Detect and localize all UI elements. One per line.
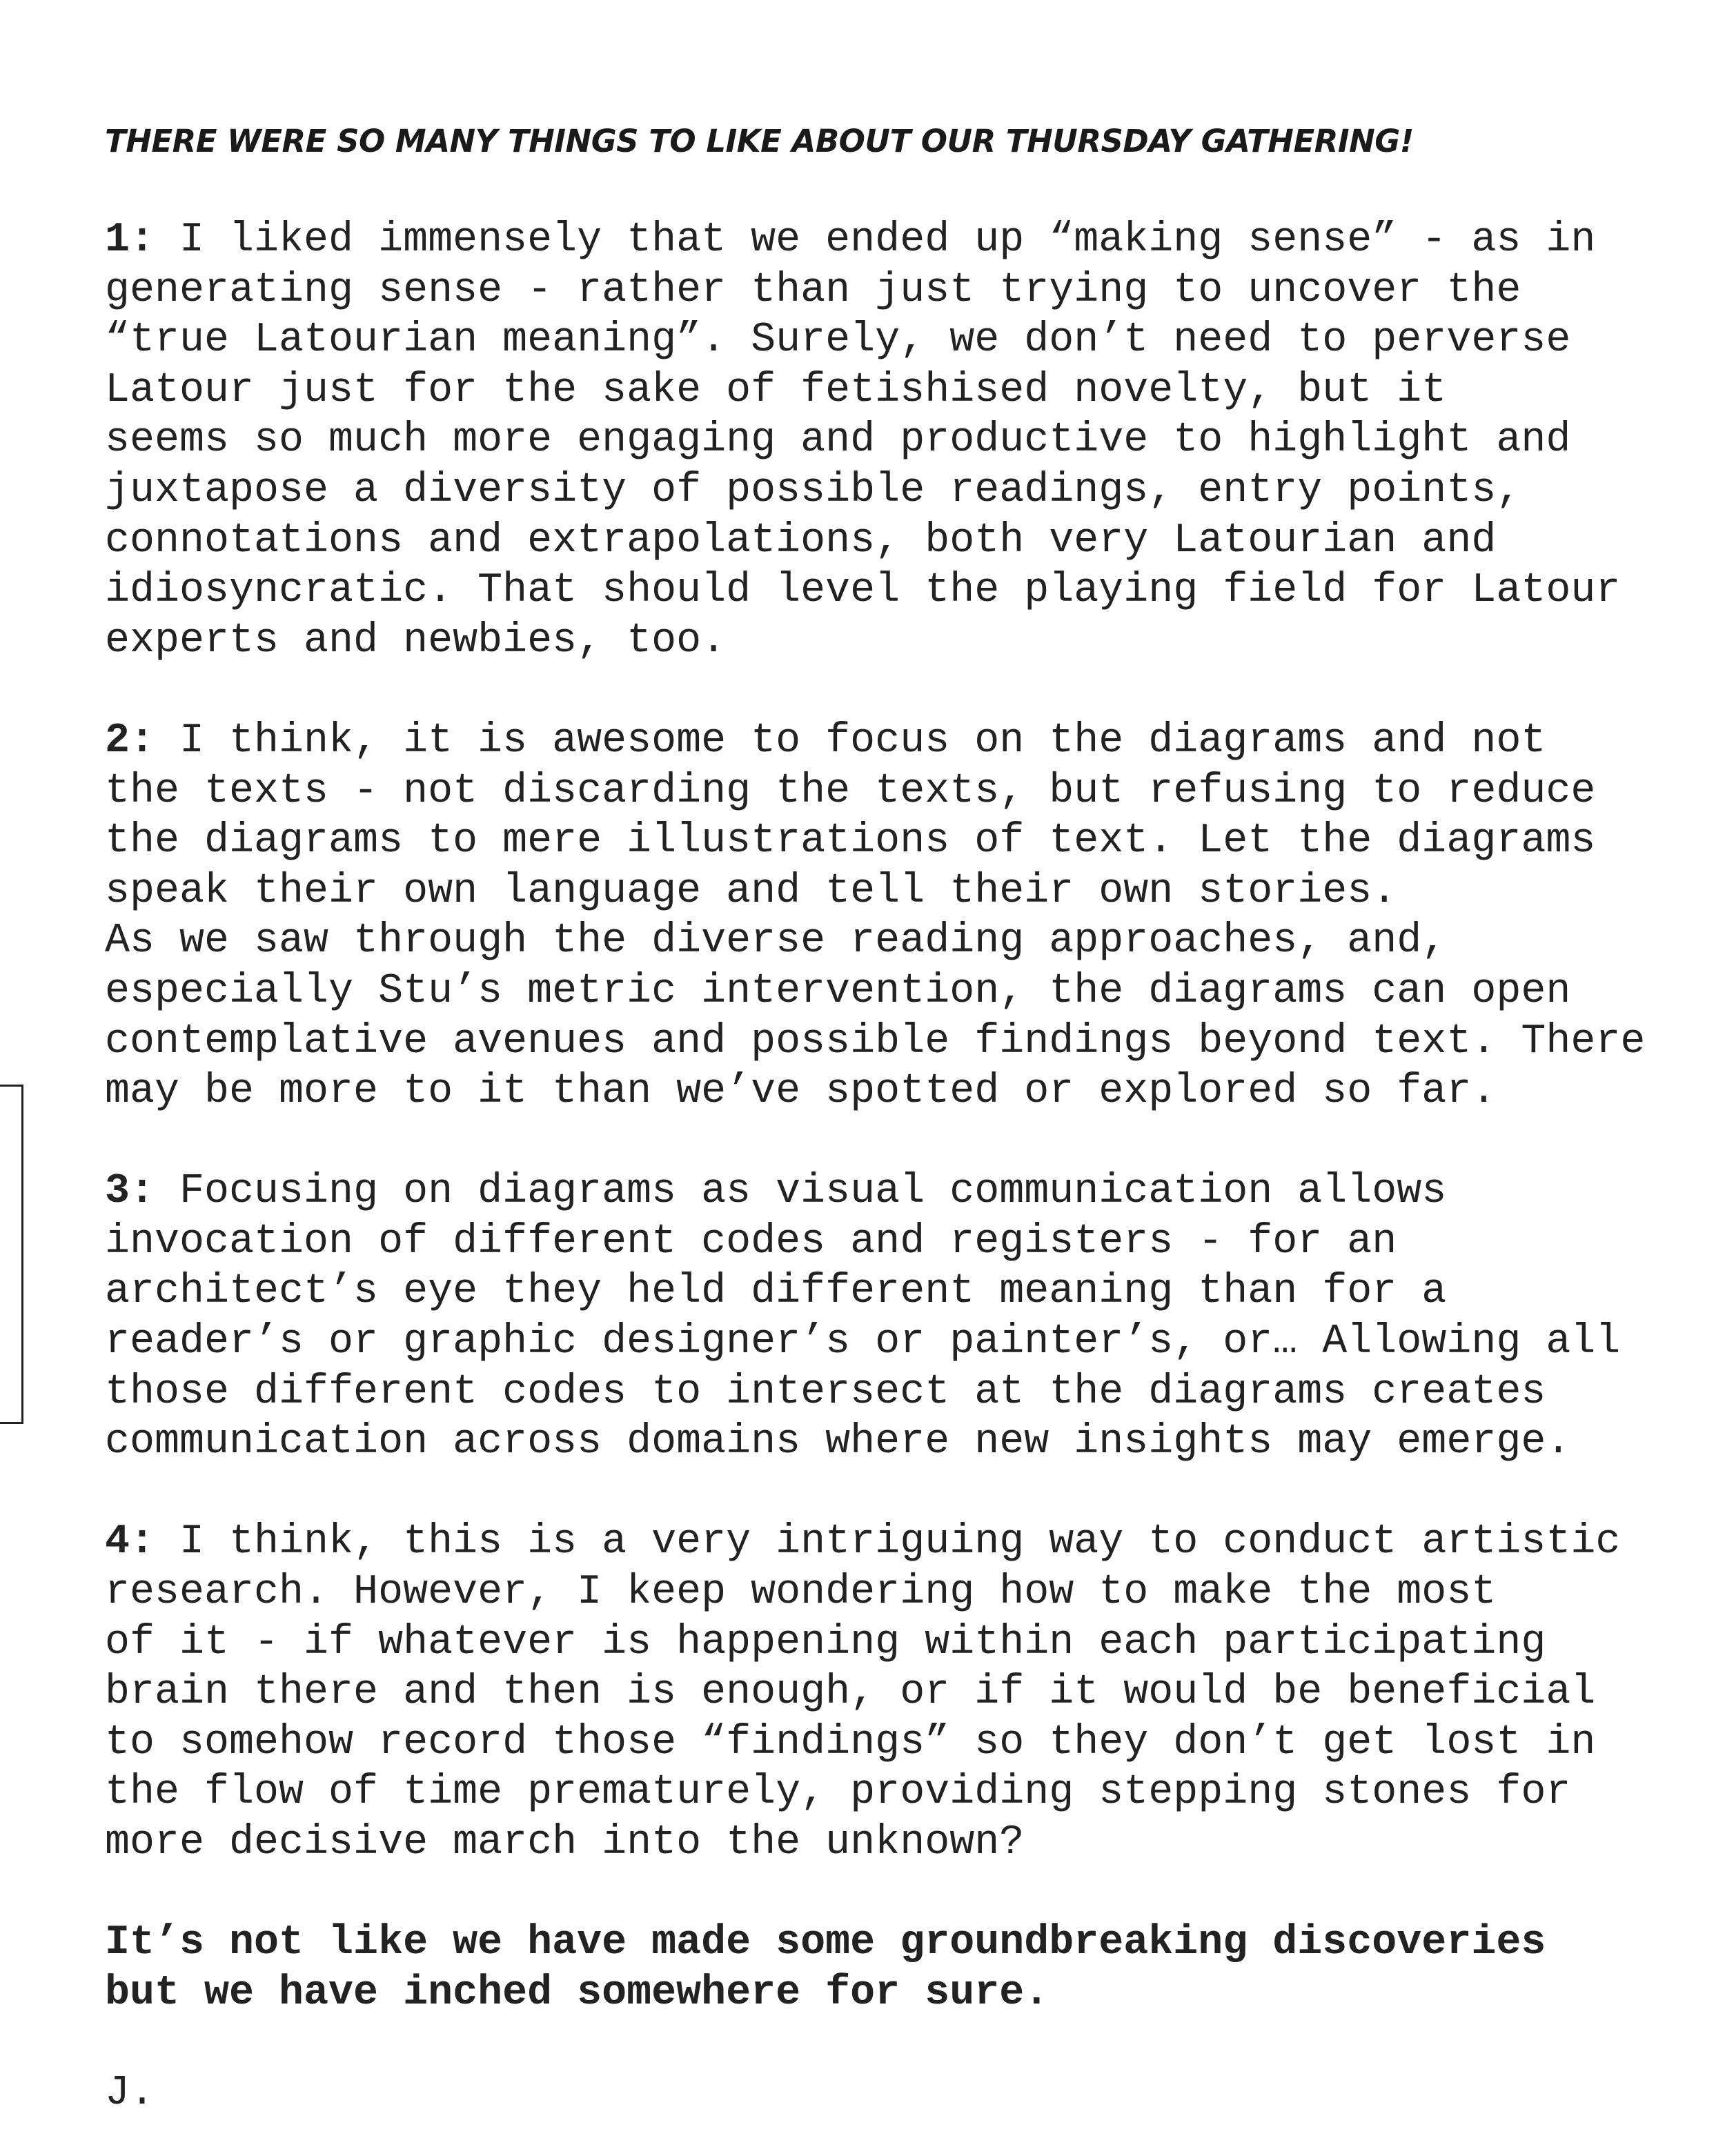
point-line: the flow of time prematurely, providing stepping stones for [105,1769,1571,1817]
point-line: Focusing on diagrams as visual communication allows [155,1168,1447,1216]
letter-page [105,117,1664,2119]
closing-line: but we have inched somewhere for sure. [105,1969,1049,2017]
point-number: 4: [105,1519,155,1566]
point-line: to somehow record those “findings” so they don’t get lost in [105,1719,1596,1766]
point-number: 2: [105,717,155,764]
point-line: I liked immensely that we ended up “making sense” - as in [155,217,1596,264]
point-line: idiosyncratic. That should level the playing field for Latour [105,567,1621,615]
point-line: Latour just for the sake of fetishised novelty, but it [105,366,1447,414]
point-number: 1: [105,217,155,264]
signature: J. [105,2069,155,2117]
point-line: the texts - not discarding the texts, but refusing to reduce [105,767,1596,815]
point-line: “true Latourian meaning”. Surely, we don’t need to perverse [105,317,1571,364]
closing-line: It’s not like we have made some groundbreaking discoveries [105,1919,1546,1967]
point-1 [105,215,1664,666]
point-line: invocation of different codes and registers - for an [105,1218,1397,1265]
point-2 [105,716,1664,1117]
point-line: may be more to it than we’ve spotted or explored so far. [105,1068,1497,1116]
point-line: more decisive march into the unknown? [105,1819,1025,1866]
margin-bracket [0,1085,23,1424]
point-line: especially Stu’s metric intervention, the diagrams can open [105,967,1571,1015]
point-line: I think, it is awesome to focus on the diagrams and not [155,717,1546,764]
point-line: reader’s or graphic designer’s or painter’s, or… Allowing all [105,1318,1621,1366]
point-line: contemplative avenues and possible findings beyond text. There [105,1018,1646,1065]
point-number: 3: [105,1168,155,1216]
point-line: brain there and then is enough, or if it would be beneficial [105,1669,1596,1717]
point-line: I think, this is a very intriguing way to conduct artistic [155,1519,1621,1566]
point-line: communication across domains where new insights may emerge. [105,1418,1571,1466]
point-line: the diagrams to mere illustrations of text. Let the diagrams [105,818,1596,865]
point-line: seems so much more engaging and productive to highlight and [105,417,1571,464]
point-line: juxtapose a diversity of possible readings, entry points, [105,466,1521,514]
point-4 [105,1517,1664,1868]
point-line: connotations and extrapolations, both very Latourian and [105,517,1497,564]
point-line: As we saw through the diverse reading approaches, and, [105,918,1447,965]
point-line: those different codes to intersect at the diagrams creates [105,1368,1546,1416]
point-line: experts and newbies, too. [105,617,727,664]
letter-heading: THERE WERE SO MANY THINGS TO LIKE ABOUT OUR THURSDAY GATHERING! [105,123,1414,159]
point-line: speak their own language and tell their own stories. [105,867,1397,915]
point-line: research. However, I keep wondering how to make the most [105,1569,1497,1616]
point-line: of it - if whatever is happening within each participating [105,1619,1546,1666]
point-line: architect’s eye they held different meaning than for a [105,1268,1447,1316]
closing-statement [105,1918,1664,2018]
point-line: generating sense - rather than just trying to uncover the [105,266,1521,314]
point-3 [105,1167,1664,1467]
